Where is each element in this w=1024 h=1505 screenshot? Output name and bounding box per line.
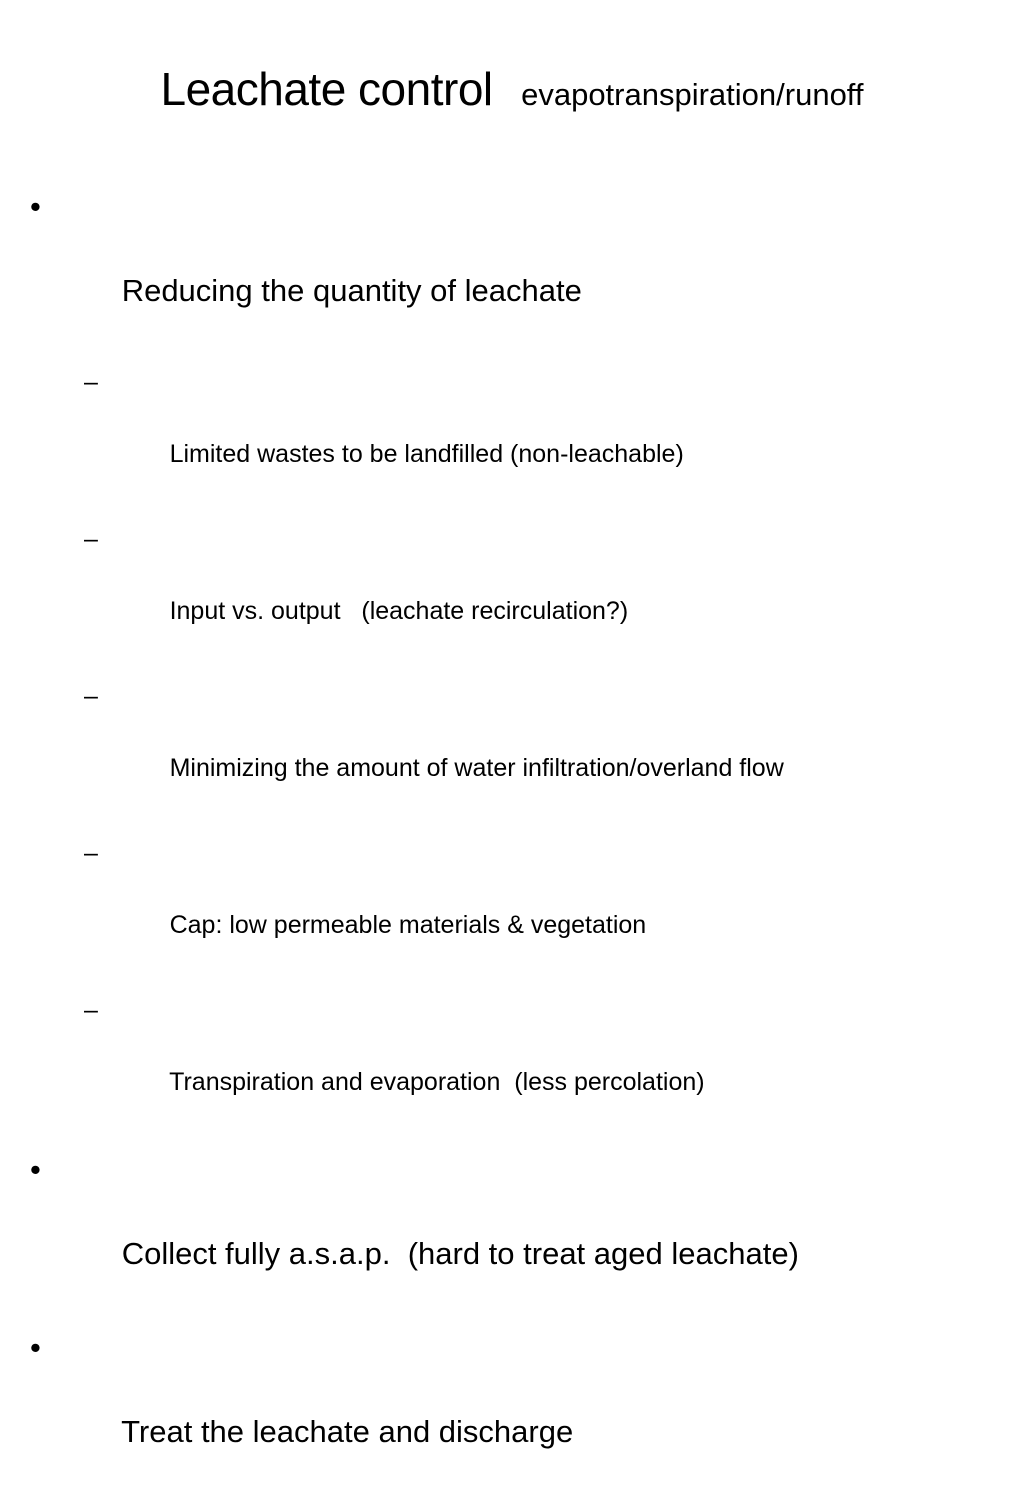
bullet-dot-icon: • (30, 189, 41, 224)
bullet-list (30, 186, 1000, 1505)
sub-item-text: Minimizing the amount of water infiltration/overland flow (169, 754, 784, 782)
sub-item (30, 835, 1000, 979)
dash-icon: – (84, 525, 98, 553)
sub-item (30, 678, 1000, 822)
sub-item-text: Input vs. output (leachate recirculation?) (169, 597, 629, 625)
dash-icon: – (84, 996, 98, 1024)
bullet-text: Treat the leachate and discharge (121, 1414, 574, 1449)
bullet-item (30, 186, 1000, 354)
sub-item-text: Cap: low permeable materials & vegetation (169, 911, 647, 939)
dash-icon: – (84, 682, 98, 710)
sub-item-text: Limited wastes to be landfilled (non-leachable) (169, 440, 684, 468)
title-main: Leachate control (160, 63, 493, 115)
sub-item (30, 992, 1000, 1136)
bullet-dot-icon: • (30, 1152, 41, 1187)
bullet-item (30, 1149, 1000, 1317)
sub-list (30, 364, 1000, 1136)
bullet-item (30, 1327, 1000, 1495)
bullet-text: Collect fully a.s.a.p. (hard to treat aged leachate) (121, 1236, 799, 1271)
slide-title (0, 62, 1024, 116)
sub-item-text: Transpiration and evaporation (less percolation) (169, 1068, 705, 1096)
title-subtitle: evapotranspiration/runoff (521, 77, 864, 112)
bullet-dot-icon: • (30, 1330, 41, 1365)
sub-item (30, 521, 1000, 665)
bullet-text: Reducing the quantity of leachate (121, 273, 582, 308)
sub-item (30, 364, 1000, 508)
dash-icon: – (84, 839, 98, 867)
dash-icon: – (84, 368, 98, 396)
